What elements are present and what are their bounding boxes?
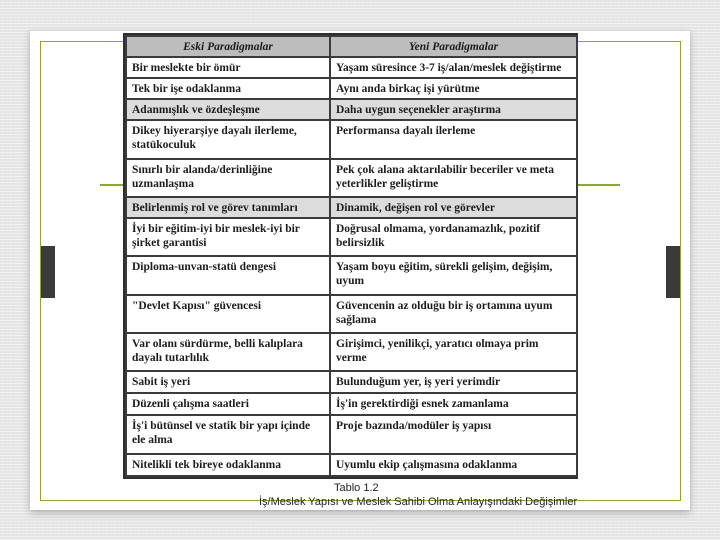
new-paradigm-cell: İş'in gerektirdiği esnek zamanlama (330, 393, 577, 415)
table-row (126, 99, 577, 120)
old-paradigm-cell: Düzenli çalışma saatleri (126, 393, 330, 415)
table-row (126, 78, 577, 99)
right-side-tab (666, 246, 680, 298)
table-row (126, 393, 577, 415)
old-paradigm-cell: Var olanı sürdürme, belli kalıplara dayalı tutarlılık (126, 333, 330, 371)
old-paradigm-cell: Nitelikli tek bireye odaklanma (126, 454, 330, 476)
table-header-row (126, 36, 577, 57)
table-row (126, 415, 577, 453)
new-paradigm-cell: Güvencenin az olduğu bir iş ortamına uyum sağlama (330, 295, 577, 333)
table-row (126, 333, 577, 371)
caption-table-title: İş/Meslek Yapısı ve Meslek Sahibi Olma Anlayışındaki Değişimler (259, 496, 578, 508)
left-side-tab (41, 246, 55, 298)
new-paradigm-cell: Doğrusal olmama, yordanamazlık, pozitif belirsizlik (330, 218, 577, 256)
new-paradigm-cell: Yaşam boyu eğitim, sürekli gelişim, değişim, uyum (330, 256, 577, 294)
new-paradigm-cell: Uyumlu ekip çalışmasına odaklanma (330, 454, 577, 476)
old-paradigm-cell: Belirlenmiş rol ve görev tanımları (126, 197, 330, 218)
new-paradigm-cell: Yaşam süresince 3-7 iş/alan/meslek değiştirme (330, 57, 577, 78)
new-paradigm-cell: Performansa dayalı ilerleme (330, 120, 577, 158)
table-row (126, 159, 577, 197)
old-paradigm-cell: Sabit iş yeri (126, 371, 330, 393)
table-row (126, 120, 577, 158)
old-paradigm-cell: İş'i bütünsel ve statik bir yapı içinde ele alma (126, 415, 330, 453)
old-paradigm-cell: Sınırlı bir alanda/derinliğine uzmanlaşma (126, 159, 330, 197)
new-paradigm-cell: Bulunduğum yer, iş yeri yerimdir (330, 371, 577, 393)
new-paradigm-cell: Dinamik, değişen rol ve görevler (330, 197, 577, 218)
new-paradigm-cell: Girişimci, yenilikçi, yaratıcı olmaya prim verme (330, 333, 577, 371)
new-paradigm-cell: Proje bazında/modüler iş yapısı (330, 415, 577, 453)
old-paradigm-cell: "Devlet Kapısı" güvencesi (126, 295, 330, 333)
old-paradigm-cell: Bir meslekte bir ömür (126, 57, 330, 78)
header-old-paradigms: Eski Paradigmalar (126, 36, 330, 57)
table-caption (200, 481, 578, 509)
old-paradigm-cell: Tek bir işe odaklanma (126, 78, 330, 99)
table-row (126, 197, 577, 218)
table-row (126, 256, 577, 294)
table-row (126, 218, 577, 256)
paradigm-table-image (123, 33, 578, 479)
table-row (126, 371, 577, 393)
table-row (126, 454, 577, 476)
old-paradigm-cell: Diploma-unvan-statü dengesi (126, 256, 330, 294)
table-row (126, 57, 577, 78)
paradigm-table (125, 35, 578, 477)
new-paradigm-cell: Aynı anda birkaç işi yürütme (330, 78, 577, 99)
header-new-paradigms: Yeni Paradigmalar (330, 36, 577, 57)
new-paradigm-cell: Daha uygun seçenekler araştırma (330, 99, 577, 120)
caption-table-number: Tablo 1.2 (334, 482, 379, 494)
frame-right-line (680, 41, 681, 501)
old-paradigm-cell: Adanmışlık ve özdeşleşme (126, 99, 330, 120)
new-paradigm-cell: Pek çok alana aktarılabilir beceriler ve meta yeterlikler geliştirme (330, 159, 577, 197)
old-paradigm-cell: Dikey hiyerarşiye dayalı ilerleme, statükoculuk (126, 120, 330, 158)
old-paradigm-cell: İyi bir eğitim-iyi bir meslek-iyi bir şirket garantisi (126, 218, 330, 256)
table-row (126, 295, 577, 333)
